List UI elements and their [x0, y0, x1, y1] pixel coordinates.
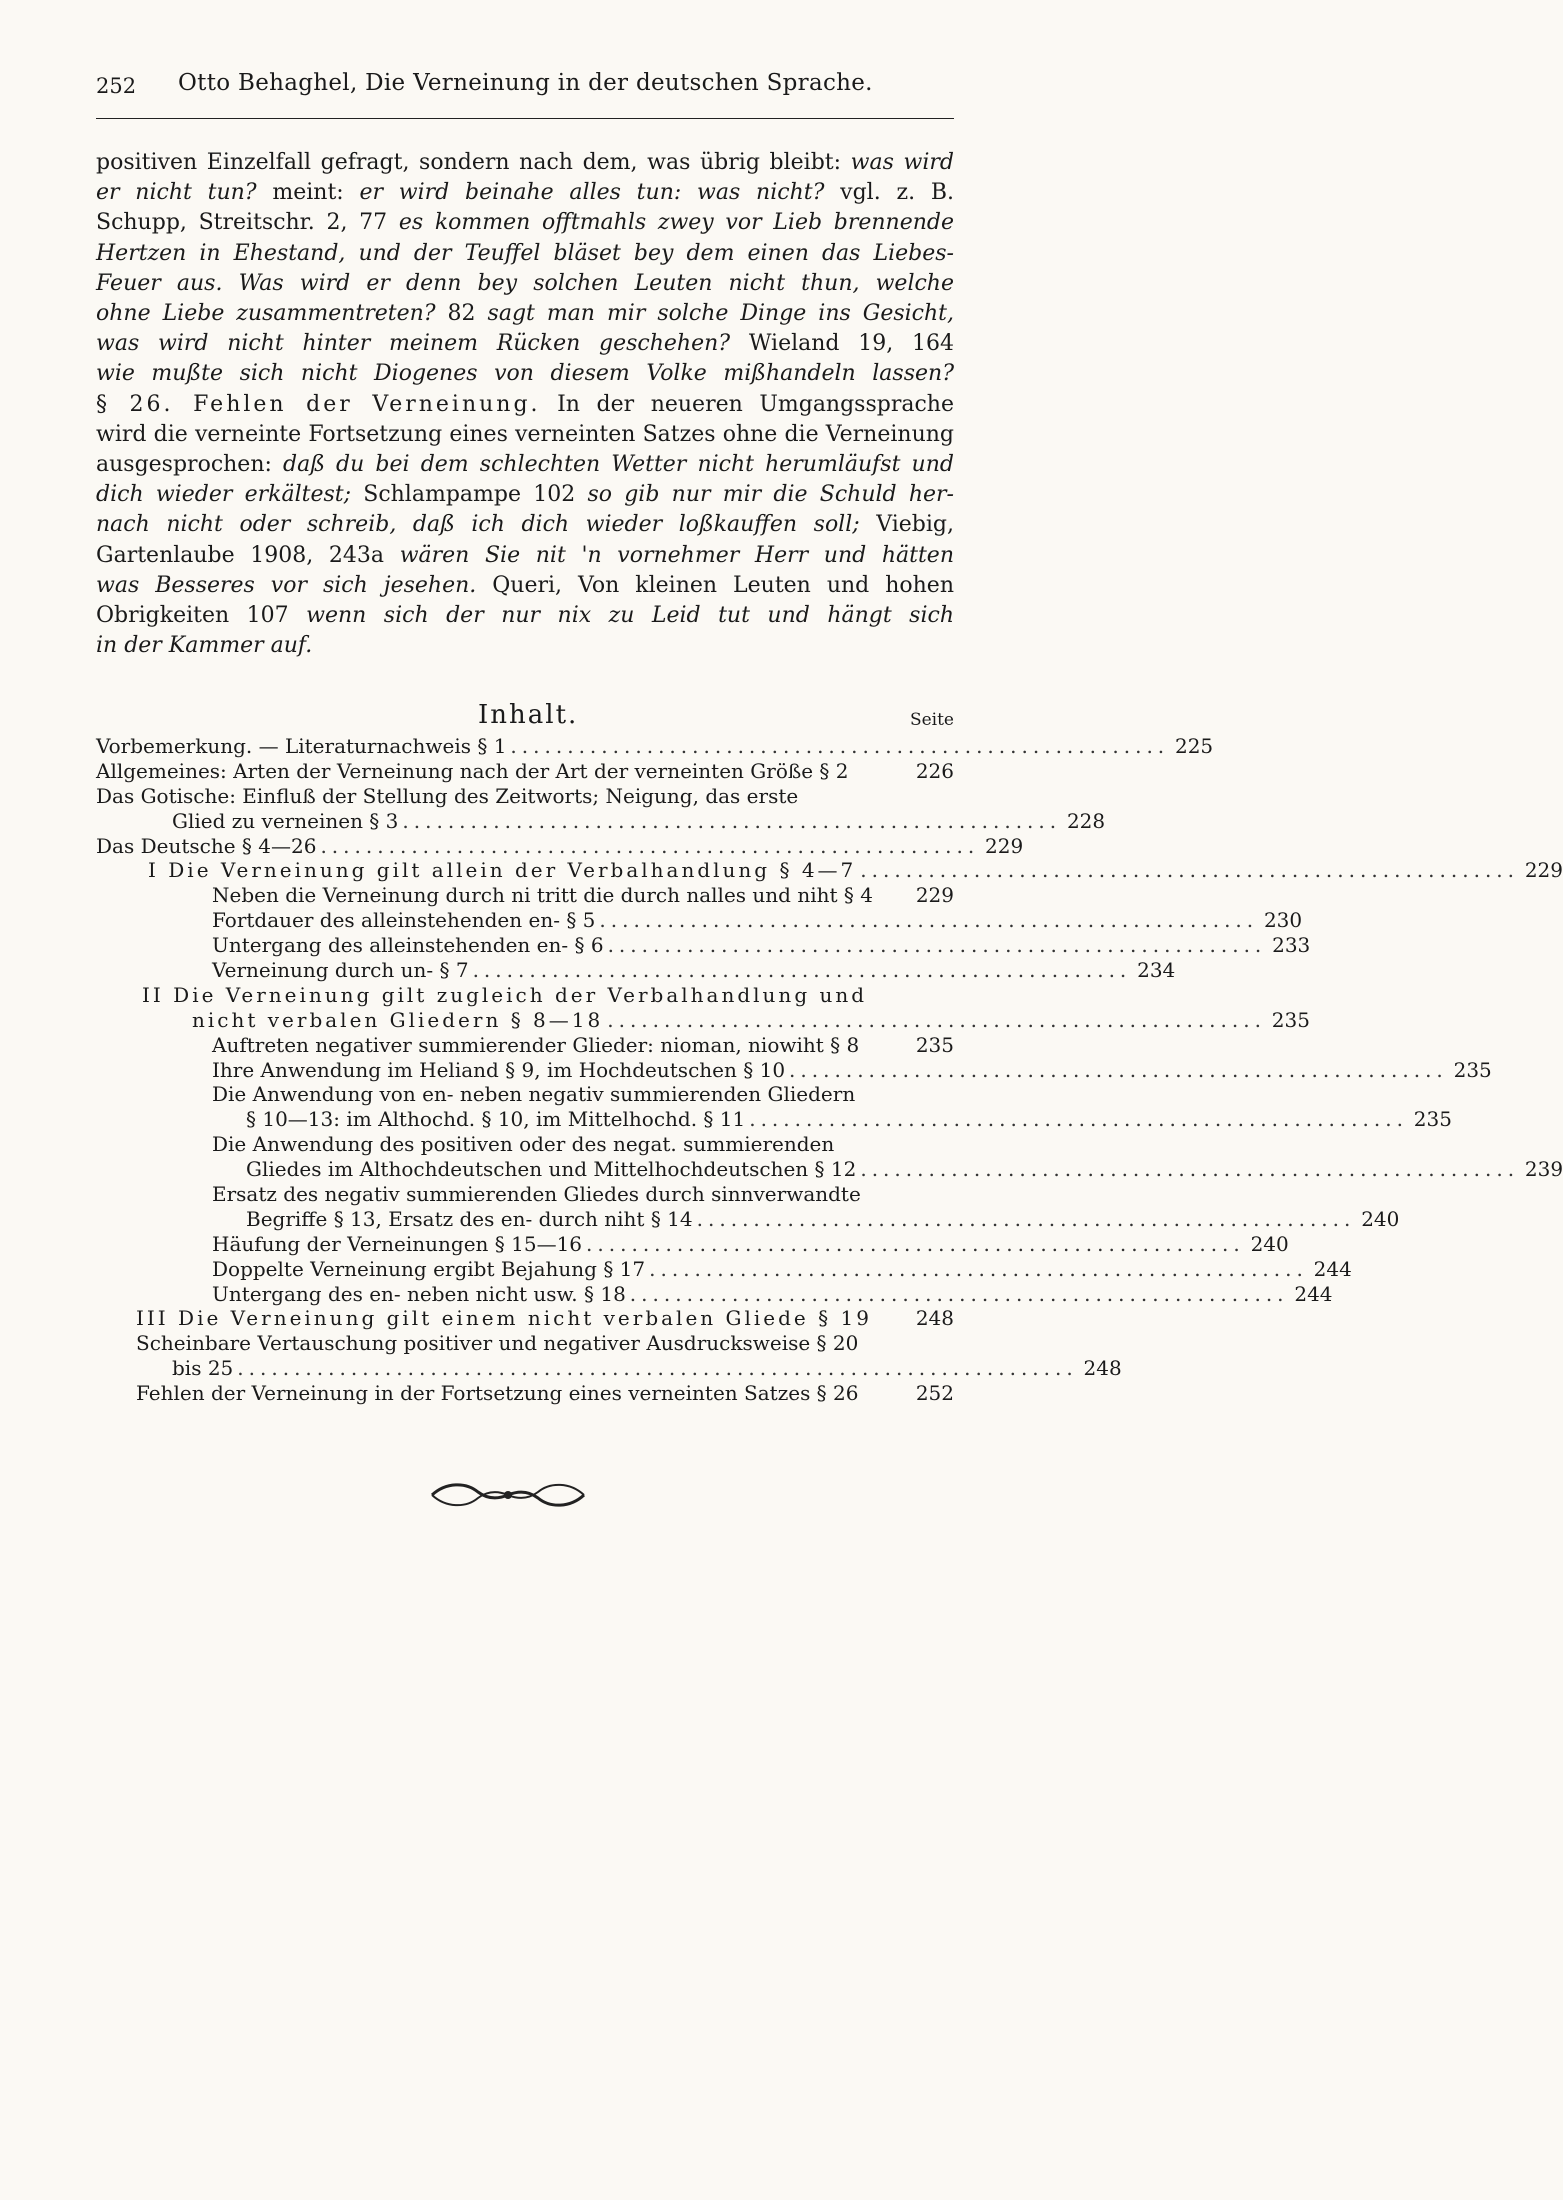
text-line: nach nicht oder schreib, daß ich dich wieder loßkauffen soll; Viebig, — [96, 512, 954, 538]
toc-entry: Verneinung durch un- § 7 .......................................................... 234 — [212, 958, 1176, 983]
ornament-icon — [426, 1478, 590, 1512]
text-line: ohne Liebe zusammentreten? 82 sagt man mir solche Dinge ins Gesicht, — [96, 301, 954, 327]
toc-entry: Scheinbare Vertauschung positiver und negativer Ausdrucksweise § 20 — [136, 1331, 859, 1356]
text-line: Obrigkeiten 107 wenn sich der nur nix zu Leid tut und hängt sich — [96, 603, 954, 629]
toc-header — [96, 700, 954, 734]
toc-entry: Ersatz des negativ summierenden Gliedes durch sinnverwandte — [212, 1182, 861, 1207]
text-line: er nicht tun? meint: er wird beinahe alles tun: was nicht? vgl. z. B. — [96, 180, 954, 206]
header-rule — [96, 118, 954, 119]
toc-entry: Vorbemerkung. — Literaturnachweis § 1 .......................................................... 225 — [96, 734, 1214, 758]
toc-entry: Begriffe § 13, Ersatz des en- durch niht § 14 .......................................................... 240 — [246, 1206, 1400, 1231]
text-line: Gartenlaube 1908, 243a wären Sie nit 'n vornehmer Herr und hätten — [96, 542, 954, 568]
section-heading-line: § 26. Fehlen der Verneinung. In der neueren Umgangssprache — [96, 391, 954, 417]
page-column-label: Seite — [909, 710, 954, 730]
toc-entry: Glied zu verneinen § 3 .......................................................... 228 — [172, 808, 1106, 833]
section-heading: § 26. Fehlen der Verneinung. — [96, 391, 541, 417]
toc-entry: Fehlen der Verneinung in der Fortsetzung eines verneinten Satzes § 26 252 — [136, 1381, 954, 1406]
toc-entry: bis 25 .......................................................................... 248 — [172, 1356, 1122, 1381]
text-line: dich wieder erkältest; Schlampampe 102 so gib nur mir die Schuld her- — [96, 482, 954, 508]
page — [96, 62, 1563, 1406]
toc-entry: Doppelte Verneinung ergibt Bejahung § 17 .......................................................... 244 — [212, 1256, 1352, 1281]
toc-entry: Untergang des alleinstehenden en- § 6 .......................................................... 233 — [212, 933, 1311, 958]
toc-entry: I Die Verneinung gilt allein der Verbalhandlung § 4—7 .......................................................... 229 — [148, 858, 1563, 883]
toc-entry: Untergang des en- neben nicht usw. § 18 .......................................................... 244 — [212, 1281, 1333, 1306]
toc-entry: III Die Verneinung gilt einem nicht verbalen Gliede § 19 248 — [136, 1306, 954, 1331]
text-line: wird die verneinte Fortsetzung eines verneinten Satzes ohne die Verneinung — [96, 421, 954, 447]
toc-entry: nicht verbalen Gliedern § 8—18 .......................................................... 235 — [192, 1007, 1310, 1032]
toc-entry: Allgemeines: Arten der Verneinung nach der Art der verneinten Größe § 2 226 — [96, 758, 954, 783]
toc-entry: Die Anwendung von en- neben negativ summierenden Gliedern — [212, 1082, 856, 1107]
text-line: wie mußte sich nicht Diogenes von diesem Volke mißhandeln lassen? — [96, 361, 954, 387]
toc-entry: § 10—13: im Althochd. § 10, im Mittelhochd. § 11 .......................................................... 235 — [246, 1107, 1452, 1132]
text-line: Hertzen in Ehestand, und der Teuffel bläset bey dem einen das Liebes- — [96, 240, 954, 266]
toc-heading: Inhalt. — [478, 700, 579, 730]
toc-entry: Häufung der Verneinungen § 15—16 .......................................................... 240 — [212, 1231, 1289, 1256]
toc-entry: Das Deutsche § 4—26 .......................................................... 229 — [96, 833, 1024, 858]
running-header — [96, 62, 954, 102]
toc-entry: Ihre Anwendung im Heliand § 9, im Hochdeutschen § 10 .......................................................... 235 — [212, 1057, 1492, 1082]
text-line: Schupp, Streitschr. 2, 77 es kommen offtmahls zwey vor Lieb brennende — [96, 210, 954, 236]
toc-entry: Gliedes im Althochdeutschen und Mittelhochdeutschen § 12 .......................................................... 239 — [246, 1157, 1563, 1182]
text-line: in der Kammer auf. — [96, 633, 313, 659]
toc-entry: Auftreten negativer summierender Glieder: nioman, niowiht § 8 235 — [212, 1032, 954, 1057]
text-line: Feuer aus. Was wird er denn bey solchen Leuten nicht thun, welche — [96, 270, 954, 296]
text-line: was Besseres vor sich jesehen. Queri, Von kleinen Leuten und hohen — [96, 572, 954, 598]
body-text — [96, 148, 954, 661]
table-of-contents — [96, 734, 1563, 1406]
text-line: was wird nicht hinter meinem Rücken geschehen? Wieland 19, 164 — [96, 331, 954, 357]
text-line: ausgesprochen: daß du bei dem schlechten Wetter nicht herumläufst und — [96, 452, 954, 478]
text-line: positiven Einzelfall gefragt, sondern nach dem, was übrig bleibt: was wird — [96, 150, 955, 175]
running-title: Otto Behaghel, Die Verneinung in der deutschen Sprache. — [178, 70, 873, 96]
toc-entry: Fortdauer des alleinstehenden en- § 5 .......................................................... 230 — [212, 908, 1303, 933]
toc-entry: Die Anwendung des positiven oder des negat. summierenden — [212, 1132, 835, 1157]
toc-entry: II Die Verneinung gilt zugleich der Verbalhandlung und — [142, 982, 868, 1007]
page-number: 252 — [96, 74, 137, 98]
toc-entry: Neben die Verneinung durch ni tritt die durch nalles und niht § 4 229 — [212, 883, 954, 908]
toc-entry: Das Gotische: Einfluß der Stellung des Zeitworts; Neigung, das erste — [96, 783, 799, 808]
